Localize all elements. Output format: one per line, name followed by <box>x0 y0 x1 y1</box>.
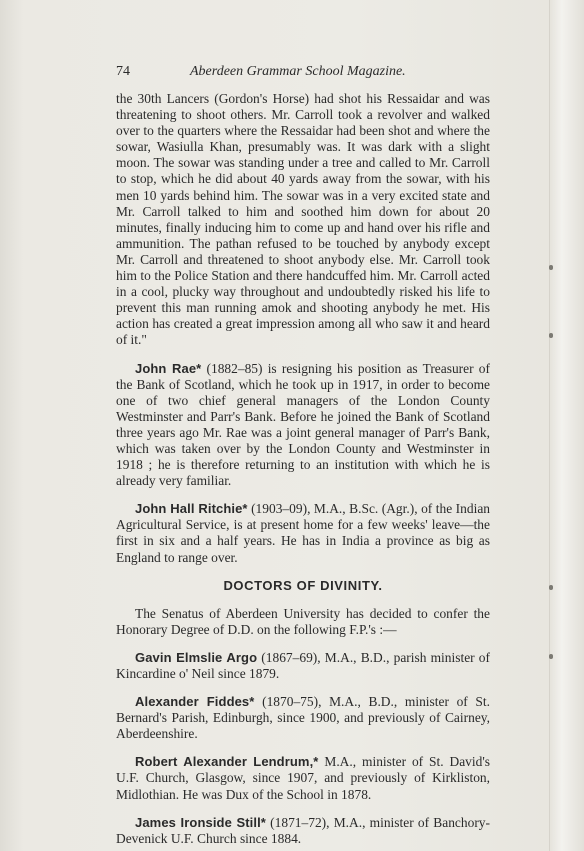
entry-alexander-fiddes: Alexander Fiddes* (1870–75), M.A., B.D., minister of St. Bernard's Parish, Edinburgh, since 1900, and previously of Cairney, Aberdeenshire. <box>116 694 490 742</box>
paper-speck <box>549 333 553 338</box>
section-intro: The Senatus of Aberdeen University has decided to confer the Honorary Degree of D.D. on the following F.P.'s :— <box>116 605 490 637</box>
paragraph-john-rae: John Rae* (1882–85) is resigning his position as Treasurer of the Bank of Scotland, which he took up in 1917, in order to become one of two chief general managers of the London County Westminster and Parr's Bank. Before he joined the Bank of Scotland three years ago Mr. Rae was a joint general manager of Parr's Bank, which was taken over by the London County and Westminster in 1918 ; he is therefore returning to an institution with which he is already very familiar. <box>116 360 490 489</box>
section-heading: DOCTORS OF DIVINITY. <box>223 577 383 593</box>
person-name: Gavin Elmslie Argo <box>135 649 258 665</box>
person-name: Robert Alexander Lendrum,* <box>135 754 319 770</box>
person-name: Alexander Fiddes* <box>135 694 255 710</box>
running-title: Aberdeen Grammar School Magazine. <box>190 64 406 79</box>
paper-speck <box>549 585 553 590</box>
paragraph-carroll-account: the 30th Lancers (Gordon's Horse) had shot his Ressaidar and was threatening to shoot others. Mr. Carroll took a revolver and walked over to the quarters where the Ressaidar had been shot and where the sowar, Wasiulla Khan, presumably was. It was dark with a slight moon. The sowar was standing under a tree and called to Mr. Carroll to stop, which he did about 40 yards away from the sowar, with his men 10 yards behind him. The sowar was in a very excited state and Mr. Carroll talked to him and soothed him down for about 20 minutes, finally inducing him to come up and hand over his rifle and ammunition. The pathan refused to be touched by anybody except Mr. Carroll and threatened to shoot anybody else. Mr. Carroll took him to the Police Station and there handcuffed him. Mr. Carroll acted in a cool, plucky way throughout and undoubtedly risked his life to prevent this man running amok and shooting anybody he met. His action has created a great impression among all who saw it and heard of it." <box>116 91 490 348</box>
page-number: 74 <box>116 64 130 79</box>
page-edge-shadow <box>549 0 584 851</box>
entry-robert-alexander-lendrum: Robert Alexander Lendrum,* M.A., minister of St. David's U.F. Church, Glasgow, since 1907, and previously of Kirkliston, Midlothian. He was Dux of the School in 1878. <box>116 754 490 802</box>
paragraph-john-hall-ritchie: John Hall Ritchie* (1903–09), M.A., B.Sc. (Agr.), of the Indian Agricultural Service, is at present home for a few weeks' leave—the first in six and a half years. He has in India a province as big as England to range over. <box>116 501 490 565</box>
person-name: John Hall Ritchie* <box>135 501 248 517</box>
person-name: John Rae* <box>135 360 202 376</box>
entry-james-ironside-still: James Ironside Still* (1871–72), M.A., minister of Banchory-Devenick U.F. Church since 1884. <box>116 814 490 846</box>
body-text <box>116 91 490 851</box>
paper-speck <box>549 265 553 270</box>
person-name: James Ironside Still* <box>135 814 266 830</box>
entry-gavin-elmslie-argo: Gavin Elmslie Argo (1867–69), M.A., B.D., parish minister of Kincardine o' Neil since 1879. <box>116 649 491 681</box>
paper-speck <box>549 654 553 659</box>
